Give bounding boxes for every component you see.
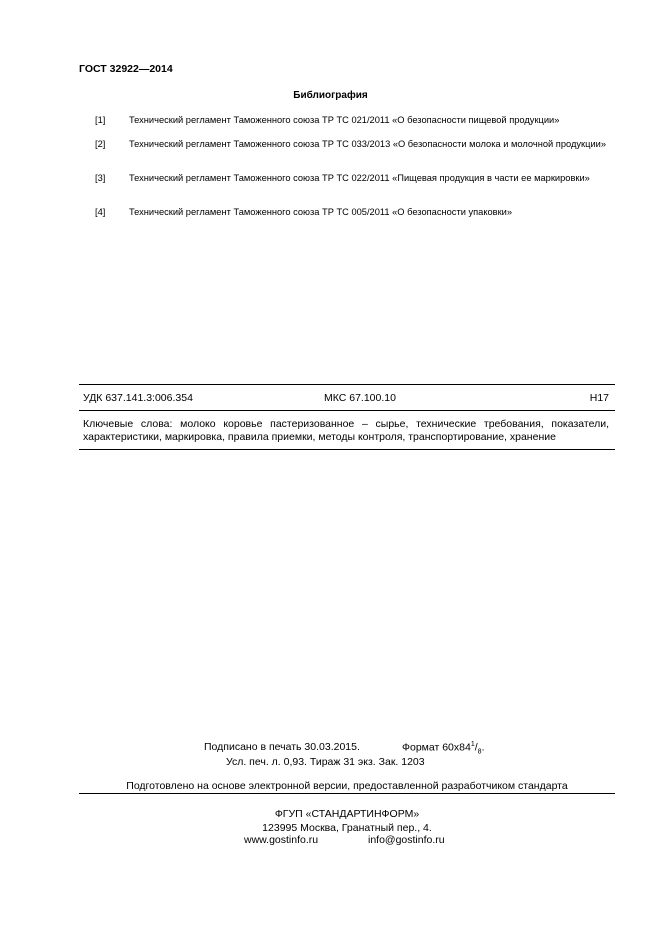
keywords: Ключевые слова: молоко коровье пастеризованное – сырье, технические требования, показатели, характеристики, маркировка, правила приемки, методы контроля, транспортирование, хранение	[83, 418, 609, 443]
print-format-prefix: Формат 60x84	[402, 741, 471, 754]
bibliography-item-number: [4]	[95, 207, 106, 217]
bibliography-item	[95, 172, 609, 184]
signed-to-print: Подписано в печать 30.03.2015.	[204, 741, 360, 753]
bibliography-title: Библиография	[293, 90, 368, 101]
bibliography-item-number: [2]	[95, 139, 106, 149]
bibliography-item	[95, 206, 609, 218]
publisher-name: ФГУП «СТАНДАРТИНФОРМ»	[274, 808, 420, 820]
print-format-suffix: .	[481, 741, 485, 754]
bibliography-item-text: Технический регламент Таможенного союза ТР ТС 005/2011 «О безопасности упаковки»	[129, 207, 513, 217]
bibliography-item-number: [3]	[95, 173, 106, 183]
bibliography-item-text: Технический регламент Таможенного союза ТР ТС 022/2011 «Пищевая продукция в части ее маркировки»	[129, 173, 590, 183]
print-info: Усл. печ. л. 0,93. Тираж 31 экз. Зак. 1203	[226, 756, 425, 768]
publisher-website: www.gostinfo.ru	[244, 834, 319, 846]
bibliography-item	[95, 114, 609, 126]
print-format-denominator: 8	[477, 748, 482, 756]
print-format-numerator: 1	[470, 741, 475, 748]
prepared-note: Подготовлено на основе электронной версии, предоставленной разработчиком стандарта	[126, 780, 568, 792]
classification-top-rule	[79, 384, 615, 385]
publisher-address: 123995 Москва, Гранатный пер., 4.	[262, 822, 432, 834]
bibliography-item	[95, 138, 609, 150]
publisher-rule	[79, 793, 615, 794]
bibliography-item-number: [1]	[95, 115, 106, 125]
bibliography-item-text: Технический регламент Таможенного союза ТР ТС 033/2013 «О безопасности молока и молочной продукции»	[129, 139, 606, 149]
mks-code: МКС 67.100.10	[324, 392, 396, 404]
classification-group-code: Н17	[589, 392, 609, 404]
udk-code: УДК 637.141.3:006.354	[83, 392, 193, 404]
publisher-email: info@gostinfo.ru	[368, 834, 445, 846]
classification-middle-rule	[79, 410, 615, 411]
bibliography-item-text: Технический регламент Таможенного союза ТР ТС 021/2011 «О безопасности пищевой продукции»	[129, 115, 560, 125]
classification-bottom-rule	[79, 449, 615, 450]
print-format: Формат $60x84^1/_8$.	[402, 741, 485, 756]
document-code: ГОСТ 32922—2014	[79, 63, 173, 75]
